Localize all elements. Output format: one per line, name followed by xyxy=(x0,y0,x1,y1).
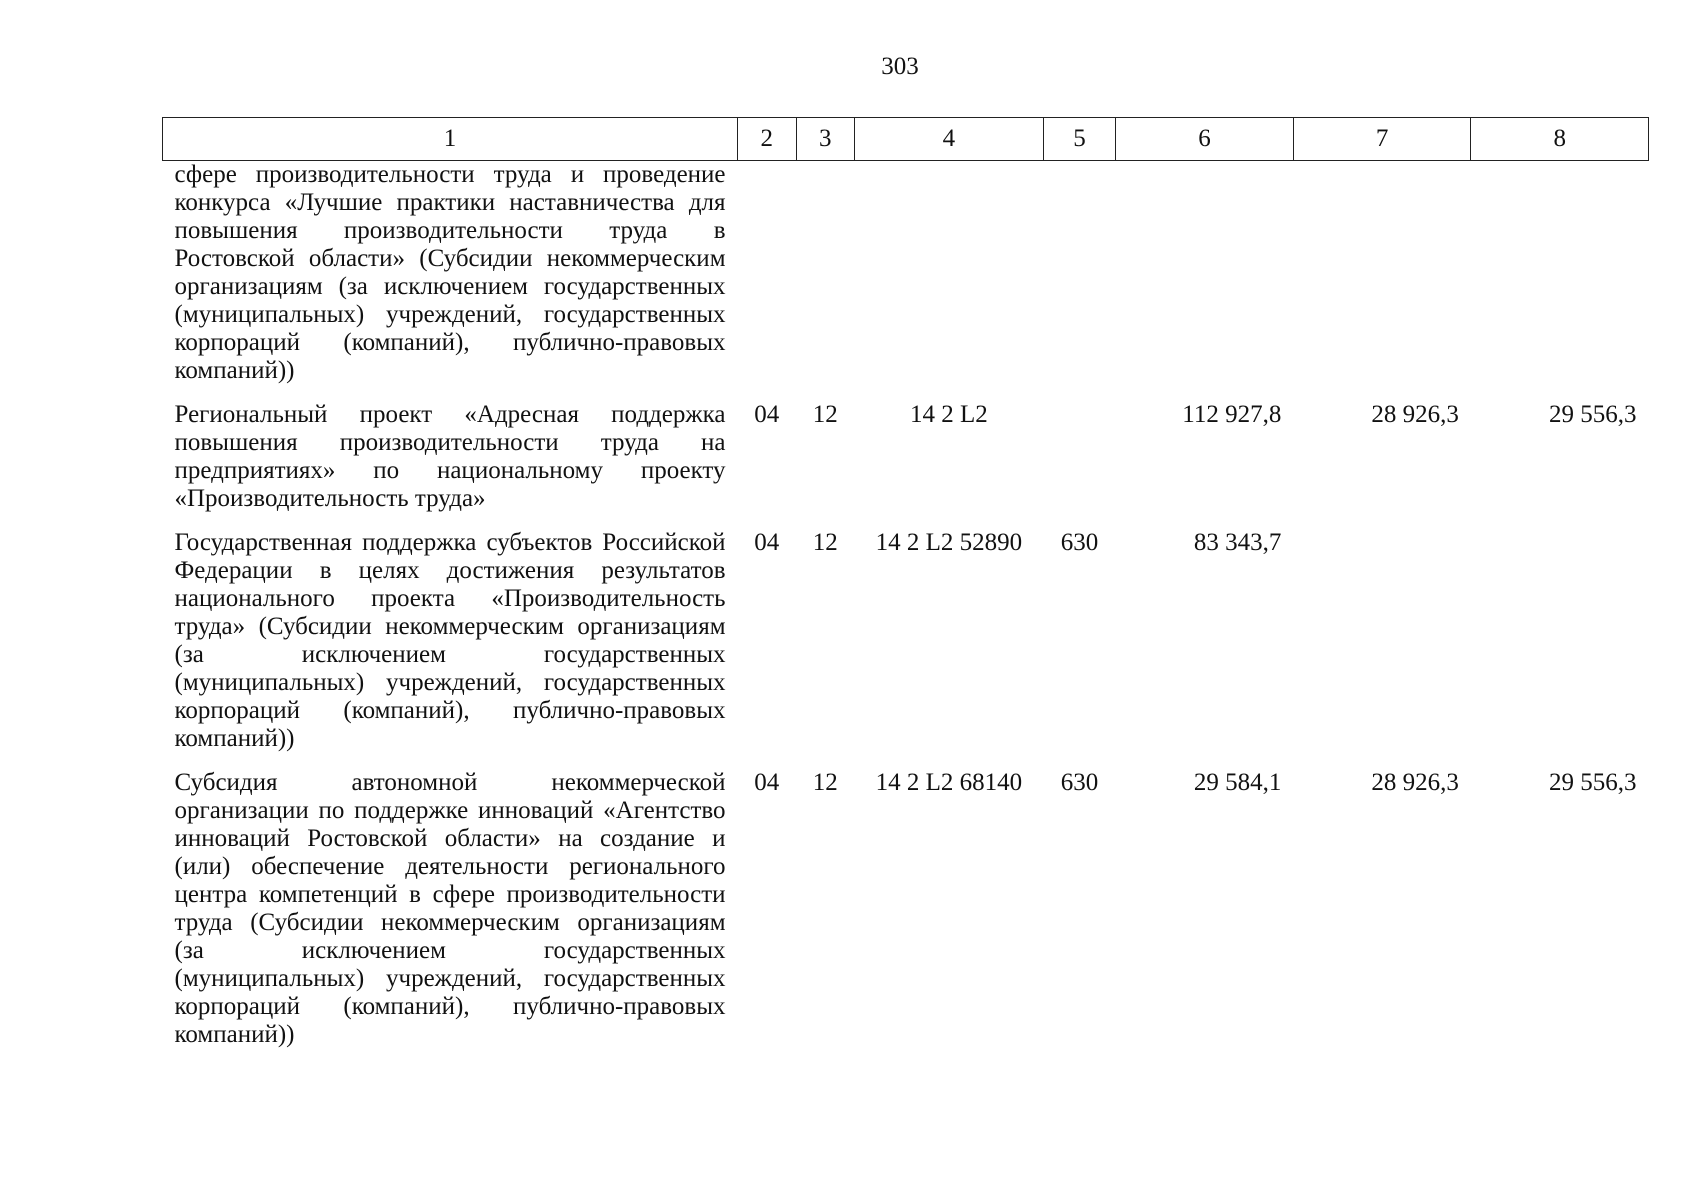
row-expense-type: 630 xyxy=(1060,529,1099,556)
header-col-6: 6 xyxy=(1116,118,1294,161)
row-amount-year-2: 28 926,3 xyxy=(1371,401,1459,428)
row-name: Государственная поддержка субъектов Российской Федерации в целях достижения результатов национального проекта «Производительность труда» (Субсидии некоммерческим организациям (за исключением государственных (муниципальных) учреждений, государственных корпораций (компаний), публично-правовых компаний)) xyxy=(174,529,726,752)
row-amount-year-1: 83 343,7 xyxy=(1193,529,1282,556)
table-row xyxy=(163,767,1649,1063)
header-col-1: 1 xyxy=(163,118,738,161)
row-expense-type xyxy=(1043,161,1116,400)
row-name: Субсидия автономной некоммерческой организации по поддержке инноваций «Агентство инноваций Ростовской области» на создание и (или) обеспечение деятельности регионального центра компетенций в сфере производительности труда (Субсидии некоммерческим организациям (за исключением государственных (муниципальных) учреждений, государственных корпораций (компаний), публично-правовых компаний)) xyxy=(174,769,726,1048)
row-amount-year-2 xyxy=(1293,161,1471,400)
table-row xyxy=(163,399,1649,527)
row-subsection xyxy=(796,161,855,400)
row-amount-year-2 xyxy=(1293,527,1471,767)
row-amount-year-3: 29 556,3 xyxy=(1549,401,1637,428)
row-section xyxy=(738,161,797,400)
row-name: Региональный проект «Адресная поддержка повышения производительности труда на предприятиях» по национальному проекту «Производительность труда» xyxy=(174,401,726,512)
row-section: 04 xyxy=(754,769,780,796)
header-col-7: 7 xyxy=(1293,118,1471,161)
row-target-article: 14 2 L2 xyxy=(909,401,988,428)
table-row xyxy=(163,161,1649,400)
row-amount-year-2: 28 926,3 xyxy=(1371,769,1459,796)
row-amount-year-3 xyxy=(1471,527,1649,767)
header-col-8: 8 xyxy=(1471,118,1649,161)
row-amount-year-1: 29 584,1 xyxy=(1193,769,1282,796)
row-section: 04 xyxy=(754,529,780,556)
row-target-article: 14 2 L2 52890 xyxy=(875,529,1023,556)
header-col-4: 4 xyxy=(855,118,1044,161)
row-target-article: 14 2 L2 68140 xyxy=(875,769,1023,796)
row-amount-year-1: 112 927,8 xyxy=(1182,401,1282,428)
table-row xyxy=(163,527,1649,767)
row-amount-year-3: 29 556,3 xyxy=(1549,769,1637,796)
page-number: 303 xyxy=(881,53,919,80)
header-col-3: 3 xyxy=(796,118,855,161)
column-number-header xyxy=(163,118,1649,161)
row-expense-type: 630 xyxy=(1060,769,1099,796)
row-name: сфере производительности труда и проведение конкурса «Лучшие практики наставничества для повышения производительности труда в Ростовской области» (Субсидии некоммерческим организациям (за исключением государственных (муниципальных) учреждений, государственных корпораций (компаний), публично-правовых компаний)) xyxy=(174,161,726,384)
header-col-5: 5 xyxy=(1043,118,1116,161)
header-col-2: 2 xyxy=(738,118,797,161)
row-expense-type xyxy=(1043,399,1116,527)
row-amount-year-3 xyxy=(1471,161,1649,400)
row-section: 04 xyxy=(754,401,780,428)
row-amount-year-1 xyxy=(1116,161,1294,400)
row-target-article xyxy=(855,161,1044,400)
budget-table xyxy=(162,117,1649,1063)
row-subsection: 12 xyxy=(812,769,838,796)
row-subsection: 12 xyxy=(812,529,838,556)
row-subsection: 12 xyxy=(812,401,838,428)
